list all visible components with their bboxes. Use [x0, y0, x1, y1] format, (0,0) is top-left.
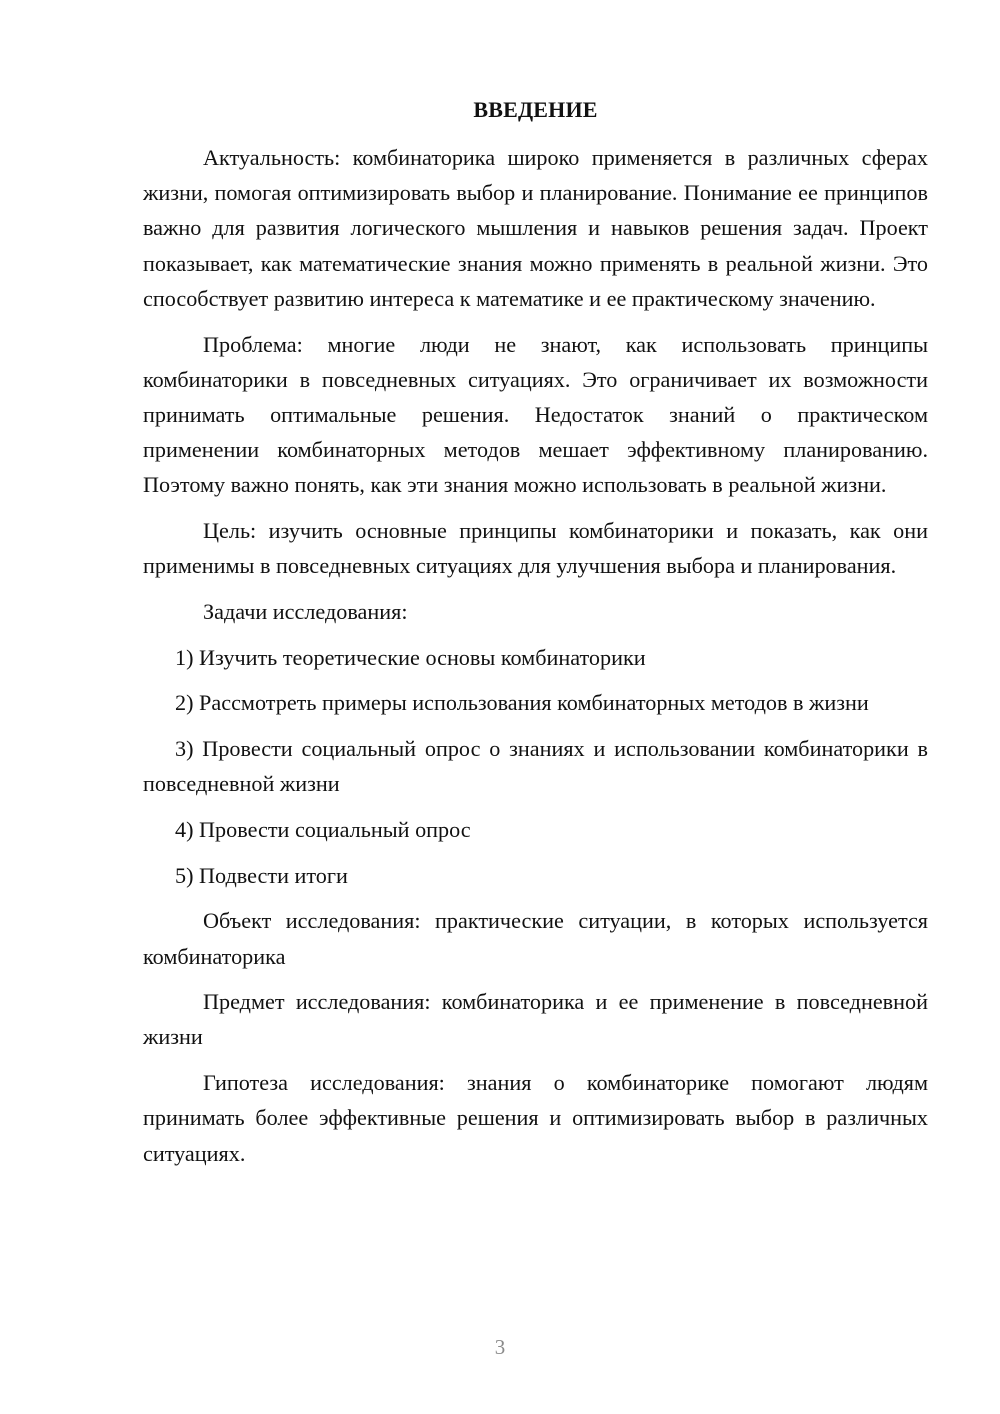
relevance-paragraph: Актуальность: комбинаторика широко применяется в различных сферах жизни, помогая оптимизировать выбор и планирование. Понимание ее принципов важно для развития логического мышления и навыков решения задач. Проект показывает, как математические знания можно применять в реальной жизни. Это способствует развитию интереса к математике и ее практическому значению. — [143, 145, 928, 311]
document-page — [143, 92, 928, 1181]
tasks-heading: Задачи исследования: — [203, 598, 408, 624]
subject-paragraph: Предмет исследования: комбинаторика и ее применение в повседневной жизни — [143, 989, 928, 1050]
task-item-4: 4) Провести социальный опрос — [175, 816, 471, 842]
goal-paragraph: Цель: изучить основные принципы комбинаторики и показать, как они применимы в повседневных ситуациях для улучшения выбора и планирования. — [143, 518, 928, 579]
hypothesis-paragraph: Гипотеза исследования: знания о комбинаторике помогают людям принимать более эффективные решения и оптимизировать выбор в различных ситуациях. — [143, 1070, 928, 1166]
task-item-5: 5) Подвести итоги — [175, 862, 348, 888]
problem-paragraph: Проблема: многие люди не знают, как использовать принципы комбинаторики в повседневных ситуациях. Это ограничивает их возможности принимать оптимальные решения. Недостаток знаний о практическом применении комбинаторных методов мешает эффективному планированию. Поэтому важно понять, как эти знания можно использовать в реальной жизни. — [143, 331, 928, 498]
task-item-3: 3) Провести социальный опрос о знаниях и использовании комбинаторики в повседневной жизни — [143, 736, 928, 797]
page-number: 3 — [494, 1335, 506, 1359]
object-paragraph: Объект исследования: практические ситуации, в которых используется комбинаторика — [143, 908, 928, 969]
task-item-1: 1) Изучить теоретические основы комбинаторики — [175, 644, 646, 670]
section-title: ВВЕДЕНИЕ — [473, 97, 598, 122]
task-item-2: 2) Рассмотреть примеры использования комбинаторных методов в жизни — [175, 690, 869, 716]
